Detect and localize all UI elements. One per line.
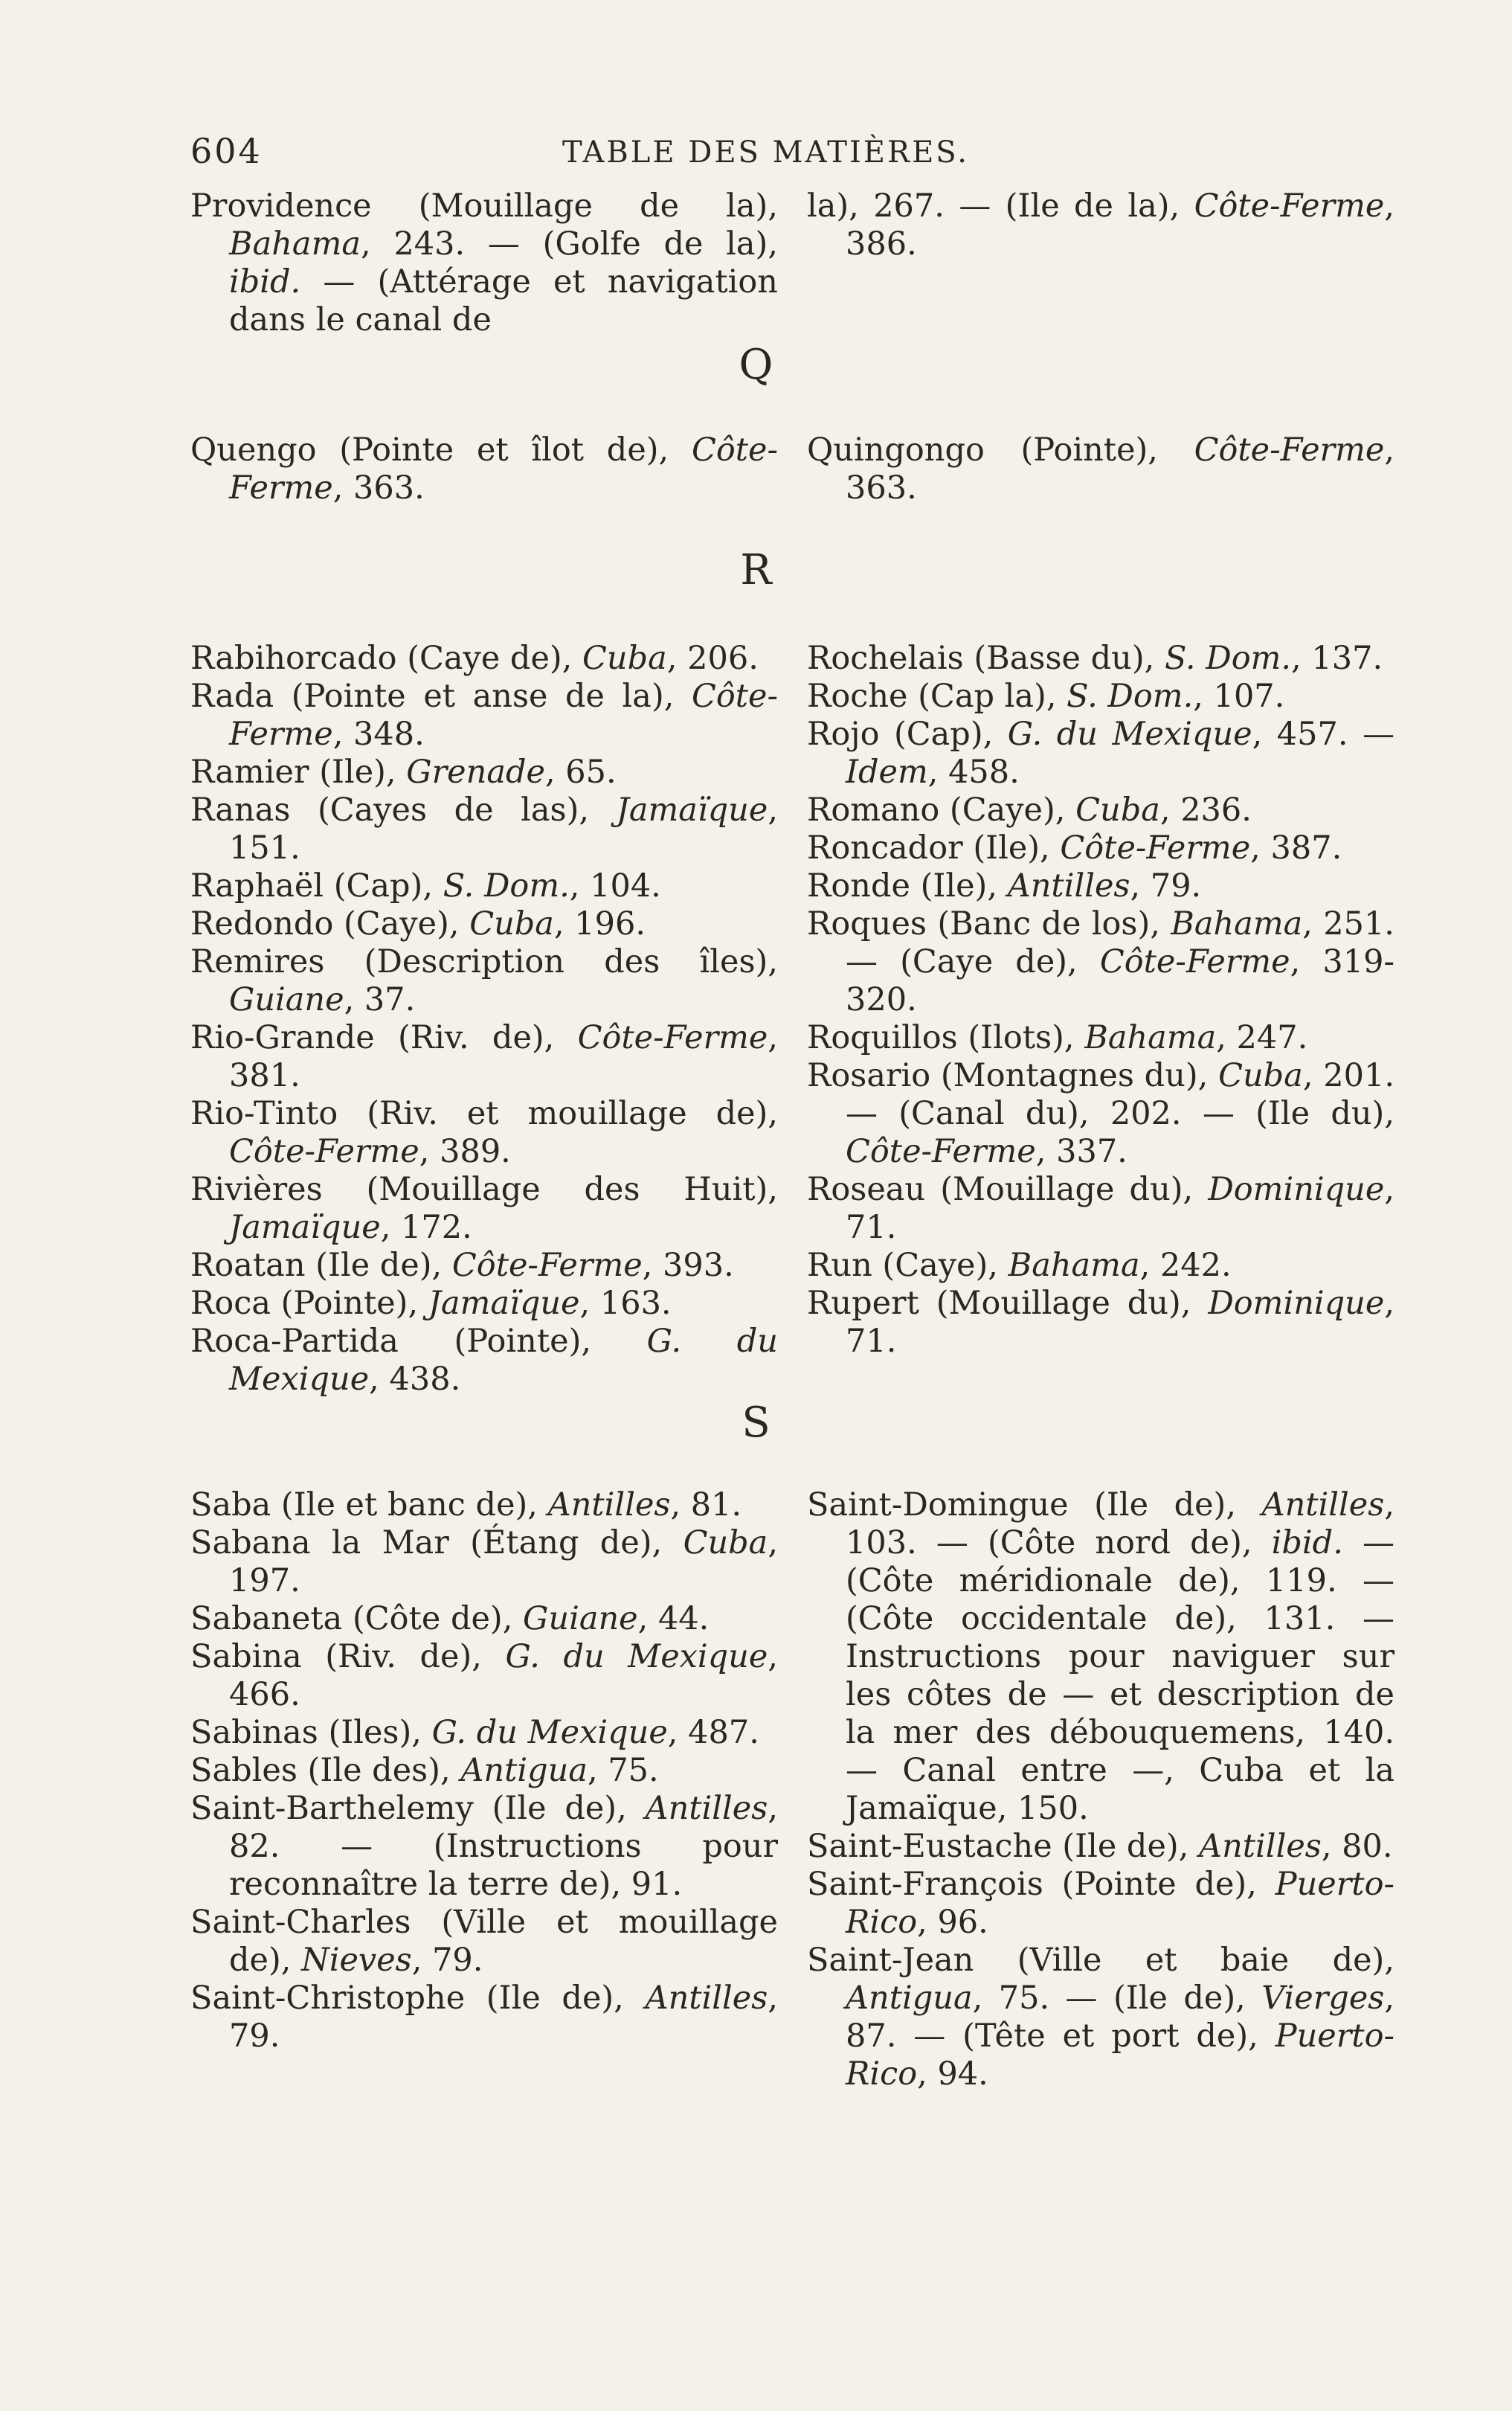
p-left-column xyxy=(190,187,778,339)
index-entry: Ranas (Cayes de las), Jamaïque, 151. xyxy=(190,792,778,867)
index-entry: Romano (Caye), Cuba, 236. xyxy=(807,792,1252,829)
index-entry: Sabina (Riv. de), G. du Mexique, 466. xyxy=(190,1638,778,1713)
index-entry: Sabana la Mar (Étang de), Cuba, 197. xyxy=(190,1524,778,1599)
index-entry: Roca-Partida (Pointe), G. du Mexique, 438. xyxy=(190,1323,778,1398)
index-entry: Rochelais (Basse du), S. Dom., 137. xyxy=(807,640,1383,677)
index-entry: Sabinas (Iles), G. du Mexique, 487. xyxy=(190,1714,759,1751)
index-entry: Roca (Pointe), Jamaïque, 163. xyxy=(190,1285,672,1322)
running-header xyxy=(190,131,1004,183)
index-entry: Ramier (Ile), Grenade, 65. xyxy=(190,754,617,791)
index-entry: Redondo (Caye), Cuba, 196. xyxy=(190,905,646,943)
index-entry: Saint-Barthelemy (Ile de), Antilles, 82. — (Instructions pour reconnaître la terre de), 91. xyxy=(190,1790,778,1903)
index-entry: Remires (Description des îles), Guiane, 37. xyxy=(190,943,778,1018)
index-entry: Roseau (Mouillage du), Dominique, 71. xyxy=(807,1171,1394,1246)
index-entry: Rojo (Cap), G. du Mexique, 457. — Idem, 458. xyxy=(807,716,1395,791)
section-letter-s: S xyxy=(741,1399,771,1447)
index-entry: Sables (Ile des), Antigua, 75. xyxy=(190,1752,659,1789)
page-number: 604 xyxy=(190,131,263,171)
index-entry: Roncador (Ile), Côte-Ferme, 387. xyxy=(807,829,1342,867)
index-entry: Saba (Ile et banc de), Antilles, 81. xyxy=(190,1486,742,1524)
r-right-column xyxy=(807,640,1394,1361)
page-title: TABLE DES MATIÈRES. xyxy=(562,135,969,170)
index-entry: Rupert (Mouillage du), Dominique, 71. xyxy=(807,1285,1394,1360)
index-entry: Ronde (Ile), Antilles, 79. xyxy=(807,867,1202,905)
index-entry: Saint-Eustache (Ile de), Antilles, 80. xyxy=(807,1828,1393,1865)
index-entry: Roche (Cap la), S. Dom., 107. xyxy=(807,678,1285,715)
section-letter-r: R xyxy=(740,546,772,594)
index-entry: Roques (Banc de los), Bahama, 251. — (Caye de), Côte-Ferme, 319-320. xyxy=(807,905,1394,1018)
index-entry: Saint-Christophe (Ile de), Antilles, 79. xyxy=(190,1980,778,2055)
index-entry: Rio-Tinto (Riv. et mouillage de), Côte-Ferme, 389. xyxy=(190,1095,778,1170)
section-letter-q: Q xyxy=(739,341,773,389)
index-entry: Quingongo (Pointe), Côte-Ferme, 363. xyxy=(807,431,1394,507)
index-entry: Saint-Charles (Ville et mouillage de), Nieves, 79. xyxy=(190,1904,778,1979)
s-left-column xyxy=(190,1486,778,2055)
index-entry: Roquillos (Ilots), Bahama, 247. xyxy=(807,1019,1308,1056)
index-entry: Run (Caye), Bahama, 242. xyxy=(807,1247,1232,1284)
p-right-column xyxy=(807,187,1394,263)
index-entry: Quengo (Pointe et îlot de), Côte-Ferme, 363. xyxy=(190,431,778,507)
index-entry: Rivières (Mouillage des Huit), Jamaïque, 172. xyxy=(190,1171,778,1246)
index-entry: Saint-Domingue (Ile de), Antilles, 103. — (Côte nord de), ibid. — (Côte méridionale de), 119. — (Côte occidentale de), 131. — Instructions pour naviguer sur les côtes de — et description de la mer des débouquemens, 140. — Canal entre —, Cuba et la Jamaïque, 150. xyxy=(807,1486,1394,1827)
index-entry: Rabihorcado (Caye de), Cuba, 206. xyxy=(190,640,759,677)
index-entry: Rada (Pointe et anse de la), Côte-Ferme, 348. xyxy=(190,678,778,753)
index-entry: Rio-Grande (Riv. de), Côte-Ferme, 381. xyxy=(190,1019,778,1094)
index-entry: la), 267. — (Ile de la), Côte-Ferme, 386. xyxy=(807,187,1394,263)
q-right-column xyxy=(807,431,1394,507)
index-entry: Raphaël (Cap), S. Dom., 104. xyxy=(190,867,661,905)
index-entry: Providence (Mouillage de la), Bahama, 243. — (Golfe de la), ibid. — (Attérage et navigation dans le canal de xyxy=(190,187,778,338)
index-entry: Saint-François (Pointe de), Puerto-Rico, 96. xyxy=(807,1866,1394,1941)
r-left-column xyxy=(190,640,778,1399)
index-entry: Sabaneta (Côte de), Guiane, 44. xyxy=(190,1600,710,1637)
index-entry: Roatan (Ile de), Côte-Ferme, 393. xyxy=(190,1247,734,1284)
index-entry: Saint-Jean (Ville et baie de), Antigua, 75. — (Ile de), Vierges, 87. — (Tête et port de), Puerto-Rico, 94. xyxy=(807,1942,1394,2093)
index-entry: Rosario (Montagnes du), Cuba, 201. — (Canal du), 202. — (Ile du), Côte-Ferme, 337. xyxy=(807,1057,1394,1170)
s-right-column xyxy=(807,1486,1394,2093)
q-left-column xyxy=(190,431,778,507)
